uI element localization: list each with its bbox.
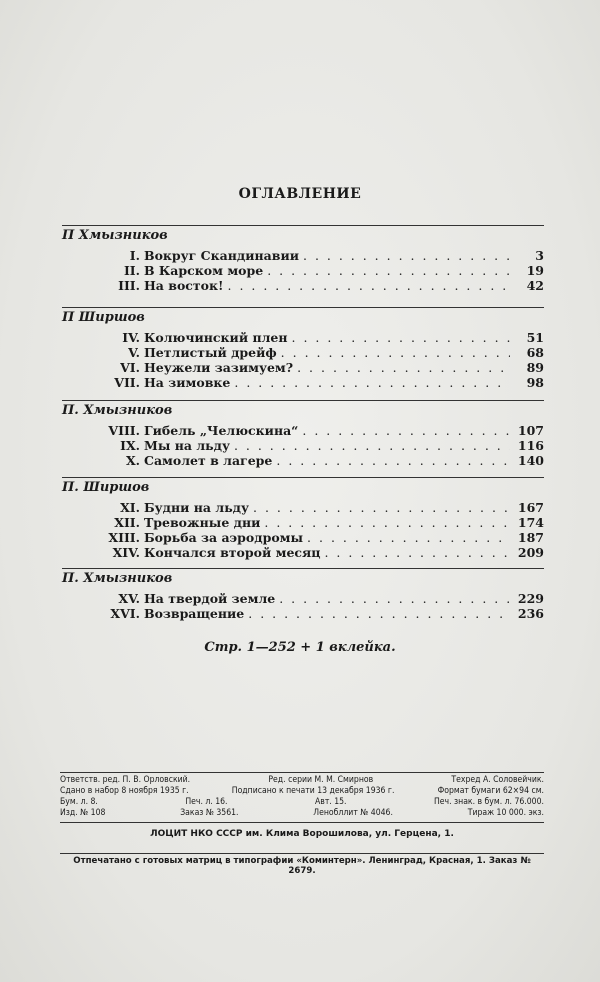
chapter-title: Самолет в лагере xyxy=(144,453,273,468)
toc-entry xyxy=(62,530,544,545)
leader-dots xyxy=(281,345,510,360)
leader-dots xyxy=(307,530,510,545)
imprint-signed-date: Подписано к печати 13 декабря 1936 г. xyxy=(231,786,395,796)
chapter-page: 3 xyxy=(535,248,544,263)
leader-dots xyxy=(292,330,510,345)
toc-entry xyxy=(62,515,544,530)
imprint-block xyxy=(60,772,544,823)
chapter-number: XII. xyxy=(114,515,140,530)
chapter-title: Будни на льду xyxy=(144,500,250,515)
imprint-typeset-date: Сдано в набор 8 ноября 1935 г. xyxy=(60,786,189,796)
chapter-number: XVI. xyxy=(110,606,140,621)
chapter-number: X. xyxy=(125,453,140,468)
imprint-print-run: Тираж 10 000. экз. xyxy=(467,808,544,818)
toc-entry xyxy=(62,375,544,390)
leader-dots xyxy=(264,515,510,530)
chapter-title: Петлистый дрейф xyxy=(144,345,277,360)
chapter-title: Колючинский плен xyxy=(144,330,288,345)
toc-entry xyxy=(62,438,544,453)
section-author: П Хмызников xyxy=(62,225,544,248)
toc-entry xyxy=(62,263,544,278)
chapter-title: Возвращение xyxy=(144,606,245,621)
chapter-page: 89 xyxy=(526,360,544,375)
toc-section xyxy=(62,225,544,293)
chapter-number: VIII. xyxy=(108,423,140,438)
toc-entry xyxy=(62,345,544,360)
section-author: П. Хмызников xyxy=(62,568,544,591)
chapter-number: III. xyxy=(118,278,140,293)
imprint-row xyxy=(60,808,544,819)
chapter-title: Мы на льду xyxy=(144,438,230,453)
chapter-page: 107 xyxy=(517,423,544,438)
chapter-title: На восток! xyxy=(144,278,224,293)
toc-entry xyxy=(62,591,544,606)
chapter-title: На зимовке xyxy=(144,375,231,390)
chapter-page: 116 xyxy=(517,438,544,453)
chapter-page: 19 xyxy=(526,263,544,278)
chapter-page: 209 xyxy=(517,545,544,560)
imprint-row xyxy=(60,797,544,808)
chapter-number: XV. xyxy=(118,591,140,606)
chapter-number: XIII. xyxy=(108,530,140,545)
chapter-number: IV. xyxy=(122,330,140,345)
toc-entry xyxy=(62,500,544,515)
imprint-author-sheets: Авт. 15. xyxy=(314,797,347,807)
imprint-editor: Ответств. ред. П. В. Орловский. xyxy=(60,775,191,785)
toc-section xyxy=(62,568,544,621)
chapter-title: На твердой земле xyxy=(144,591,276,606)
section-author: П Ширшов xyxy=(62,307,544,330)
imprint-row xyxy=(60,775,544,786)
imprint-paper-format: Формат бумаги 62×94 см. xyxy=(437,786,544,796)
imprint-series-editor: Ред. серии М. М. Смирнов xyxy=(268,775,374,785)
printer-line: Отпечатано с готовых матриц в типографии «Коминтерн». Ленинград, Красная, 1. Заказ № 2679. xyxy=(73,856,531,876)
chapter-number: XI. xyxy=(120,500,140,515)
chapter-title: Гибель „Челюскина“ xyxy=(144,423,299,438)
toc-entry xyxy=(62,360,544,375)
toc-section xyxy=(62,307,544,390)
leader-dots xyxy=(297,360,510,375)
leader-dots xyxy=(267,263,510,278)
toc-section xyxy=(62,477,544,560)
imprint-tech-editor: Техред А. Соловейчик. xyxy=(451,775,544,785)
chapter-title: Неужели зазимуем? xyxy=(144,360,294,375)
chapter-title: Борьба за аэродромы xyxy=(144,530,304,545)
chapter-number: XIV. xyxy=(112,545,140,560)
pages-note: Стр. 1—252 + 1 вклейка. xyxy=(204,640,396,655)
imprint-print-sheets: Печ. л. 16. xyxy=(185,797,228,807)
imprint-publication-number: Изд. № 108 xyxy=(60,808,106,818)
imprint-order-number: Заказ № 3561. xyxy=(180,808,239,818)
chapter-title: Вокруг Скандинавии xyxy=(144,248,299,263)
chapter-page: 167 xyxy=(517,500,544,515)
toc-entry xyxy=(62,248,544,263)
chapter-page: 98 xyxy=(526,375,544,390)
chapter-title: В Карском море xyxy=(144,263,264,278)
chapter-page: 229 xyxy=(517,591,544,606)
toc-entry xyxy=(62,278,544,293)
leader-dots xyxy=(253,500,510,515)
toc-entry xyxy=(62,545,544,560)
imprint-paper-sheets: Бум. л. 8. xyxy=(60,797,98,807)
chapter-number: VII. xyxy=(114,375,140,390)
chapter-page: 174 xyxy=(517,515,544,530)
leader-dots xyxy=(303,248,510,263)
chapter-number: I. xyxy=(129,248,140,263)
leader-dots xyxy=(228,278,511,293)
chapter-number: IX. xyxy=(120,438,140,453)
chapter-page: 236 xyxy=(517,606,544,621)
chapter-page: 42 xyxy=(526,278,544,293)
chapter-title: Кончался второй месяц xyxy=(144,545,321,560)
chapter-title: Тревожные дни xyxy=(144,515,261,530)
toc-entry xyxy=(62,453,544,468)
chapter-page: 140 xyxy=(517,453,544,468)
leader-dots xyxy=(234,438,510,453)
toc-section xyxy=(62,400,544,468)
page-title: ОГЛАВЛЕНИЕ xyxy=(238,186,362,202)
chapter-page: 68 xyxy=(526,345,544,360)
publisher-line: ЛОЦИТ НКО СССР им. Клима Ворошилова, ул. Герцена, 1. xyxy=(60,829,544,854)
leader-dots xyxy=(302,423,510,438)
toc-entry xyxy=(62,606,544,621)
imprint-censor-number: Ленобллит № 4046. xyxy=(313,808,393,818)
imprint-row xyxy=(60,786,544,797)
chapter-page: 51 xyxy=(526,330,544,345)
chapter-number: II. xyxy=(123,263,140,278)
leader-dots xyxy=(324,545,510,560)
toc-entry xyxy=(62,330,544,345)
section-author: П. Ширшов xyxy=(62,477,544,500)
imprint-chars-per-sheet: Печ. знак. в бум. л. 76.000. xyxy=(433,797,544,807)
leader-dots xyxy=(234,375,510,390)
chapter-number: V. xyxy=(128,345,140,360)
toc-entry xyxy=(62,423,544,438)
chapter-page: 187 xyxy=(517,530,544,545)
leader-dots xyxy=(279,591,510,606)
chapter-number: VI. xyxy=(120,360,140,375)
leader-dots xyxy=(276,453,510,468)
leader-dots xyxy=(248,606,510,621)
section-author: П. Хмызников xyxy=(62,400,544,423)
